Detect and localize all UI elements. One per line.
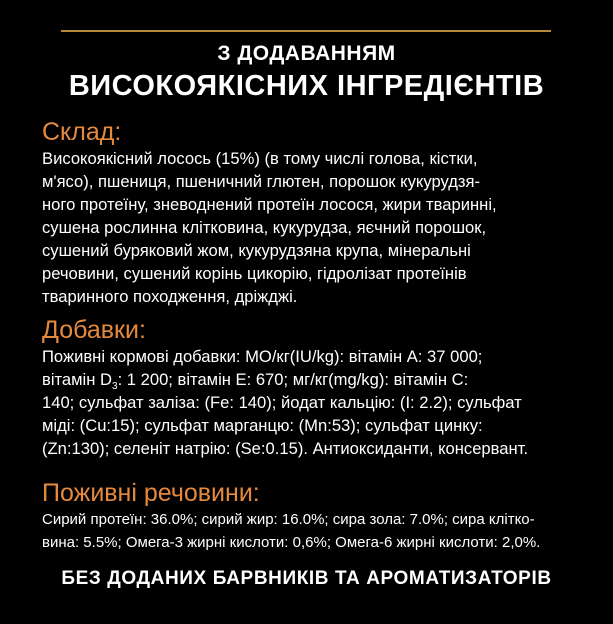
top-divider [61,30,551,32]
nutrients-line: Сирий протеїн: 36.0%; сирий жир: 16.0%; сира зола: 7.0%; сира клітко- [42,511,535,528]
additives-line: (Zn:130); селеніт натрію: (Se:0.15). Антиоксиданти, консервант. [42,439,529,458]
composition-line: сушена рослинна клітковина, кукурудза, яєчний порошок, [42,218,487,237]
composition-line: ного протеїну, зневоднений протеїн лосося, жири тваринні, [42,195,497,214]
composition-line: речовини, сушений корінь цикорію, гідролізат протеїнів [42,264,467,283]
composition-line: Високоякісний лосось (15%) (в тому числі голова, кістки, [42,149,478,168]
composition-line: тваринного походження, дріжджі. [42,287,298,306]
nutrients-text [42,508,602,554]
additives-text [42,345,602,460]
nutrients-title: Поживні речовини: [42,479,260,507]
composition-line: сушений буряковий жом, кукурудзяна крупа, мінеральні [42,241,471,260]
composition-line: м'ясо), пшениця, пшеничний глютен, порошок кукурудзя- [42,172,481,191]
additives-line: 140; сульфат заліза: (Fe: 140); йодат кальцію: (I: 2.2); сульфат [42,393,522,412]
additives-title: Добавки: [42,316,146,344]
footer-claim: БЕЗ ДОДАНИХ БАРВНИКІВ ТА АРОМАТИЗАТОРІВ [61,568,552,589]
nutrients-line: вина: 5.5%; Омега-3 жирні кислоти: 0,6%; Омега-6 жирні кислоти: 2,0%. [42,534,541,551]
header-title: ВИСОКОЯКІСНИХ ІНГРЕДІЄНТІВ [68,70,545,102]
additives-line-part: вітамін D [42,370,112,389]
additives-line-part: : 1 200; вітамін Е: 670; мг/кг(mg/kg): вітамін С: [117,370,469,389]
header-subtitle: З ДОДАВАННЯМ [217,42,396,65]
additives-line: Поживні кормові добавки: МО/кг(IU/kg): вітамін А: 37 000; [42,347,483,366]
composition-text [42,147,602,308]
composition-title: Склад: [42,118,122,146]
additives-line [42,368,602,391]
vitamin-d-subscript: 3 [112,381,118,392]
additives-line: міді: (Cu:15); сульфат марганцю: (Mn:53); сульфат цинку: [42,416,483,435]
